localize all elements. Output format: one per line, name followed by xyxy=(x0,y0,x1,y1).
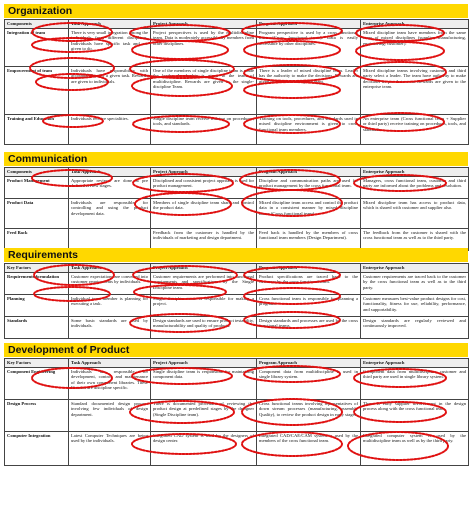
table-row xyxy=(5,199,469,229)
row-label: Component Engineering xyxy=(5,368,69,400)
table-cell: Managers, cross functional team, customer and third party are informed about the problems and resolution. xyxy=(361,177,469,199)
table-cell: The feedback from the customer is shared with the cross functional team as well as to the third party. xyxy=(361,229,469,251)
column-header: Project Approach xyxy=(151,264,257,273)
column-header: Components xyxy=(5,20,69,29)
column-header: Project Approach xyxy=(151,168,257,177)
row-label: Empowerment of team xyxy=(5,67,69,115)
row-label: Training and Education xyxy=(5,115,69,145)
table-cell: Individuals are responsible for controlling and using the product development data. xyxy=(69,199,151,229)
column-header: Key Factors xyxy=(5,264,69,273)
table-cell: Program perspective is used by a cross functional team (Cross functional team). Data is easily accessible by other disciplines. xyxy=(257,29,361,67)
table-cell: Integrated CAD/CAE/CAM system is used by the members of the cross functional team. xyxy=(257,432,361,466)
section-title-requirements: Requirements xyxy=(4,248,468,262)
column-header: Program Approach xyxy=(257,264,361,273)
table-cell: There is early supplier involvement in the design process along with the cross functional team. xyxy=(361,400,469,432)
table-cell: Single discipline team is responsible for maintaining component data. xyxy=(151,368,257,400)
table-cell: There is very small integration among the individuals from different disciplines. Individuals have specific task and are given to do. xyxy=(69,29,151,67)
table-cell: Individuals have responsibility with accountability for a given task. Rewards are given to individuals. xyxy=(69,67,151,115)
table-cell: Disciplined and consistent project approach is used for product management. xyxy=(151,177,257,199)
table-cell: Design standards and processes are used by the cross functional teams. xyxy=(257,317,361,339)
table-cell: Customer expectations are converted into customer requirements by individuals. xyxy=(69,273,151,295)
table-development-of-product xyxy=(4,358,469,466)
table-row xyxy=(5,432,469,466)
table-row xyxy=(5,67,469,115)
table-cell: Customer requirements are performed into functional requirements and specifications by the Single Discipline team. xyxy=(151,273,257,295)
table-row xyxy=(5,368,469,400)
table-row xyxy=(5,295,469,317)
table-cell: Members of single discipline team share and control the product data. xyxy=(151,199,257,229)
column-header: Program Approach xyxy=(257,359,361,368)
row-label: Feed Back xyxy=(5,229,69,251)
table-cell: Single discipline team is responsible for making a project. xyxy=(151,295,257,317)
row-label: Planning xyxy=(5,295,69,317)
column-header: Key Factors xyxy=(5,359,69,368)
table-cell: Latest Computer Techniques are being used by the individuals. xyxy=(69,432,151,466)
table-header-row xyxy=(5,168,469,177)
table-cell: Appropriate reviews are done at pre defined review stages. xyxy=(69,177,151,199)
table-cell: Mixed discipline team has access to product data, which is shared with customer and supplier also. xyxy=(361,199,469,229)
row-label: Design Process xyxy=(5,400,69,432)
column-header: Project Approach xyxy=(151,20,257,29)
table-cell: Design standards are used to ensure product testability, manufacturability and quality of products. xyxy=(151,317,257,339)
table-row xyxy=(5,273,469,295)
column-header: Enterprise Approach xyxy=(361,264,469,273)
row-label: Integration of team xyxy=(5,29,69,67)
table-cell: Feedback from the customer is handled by the individuals of marketing and design department. xyxy=(151,229,257,251)
column-header: Task Approach xyxy=(69,359,151,368)
table-cell: Product specifications are traced back to the customer by the cross functional team. xyxy=(257,273,361,295)
table-cell: Customer requirements are traced back to the customer by the cross functional team as well as to the third party. xyxy=(361,273,469,295)
table-cell: Component data from multidiscipline, customer and third party are used in single library system. xyxy=(361,368,469,400)
column-header: Enterprise Approach xyxy=(361,20,469,29)
table-row xyxy=(5,400,469,432)
table-cell: Single discipline team receive training on procedures, tools, and standards. xyxy=(151,115,257,145)
table-cell: Standard documented design process involving few individuals of design department. xyxy=(69,400,151,432)
table-row xyxy=(5,29,469,67)
table-cell: There is a leader of mixed discipline team. Leader has the authority to make the decisions. Rewards are given to the mixed-discipline team. xyxy=(257,67,361,115)
table-cell: One of the members of single discipline team is made the leader. Leadership is given to the team of multidiscipline. Rewards are given to the single-discipline Team. xyxy=(151,67,257,115)
table-organization xyxy=(4,19,469,145)
row-label: Computer Integration xyxy=(5,432,69,466)
table-cell: Mixed discipline teams involving customer and third party select a leader. The team have authority to make decisions as per their own. Rewards are given to the enterprise team. xyxy=(361,67,469,115)
table-communication xyxy=(4,167,469,251)
table-row xyxy=(5,317,469,339)
column-header: Project Approach xyxy=(151,359,257,368)
table-cell: Customer measures best-value product designs for cost, functionality, fitness for use, reliability, performance, and supportability. xyxy=(361,295,469,317)
table-row xyxy=(5,115,469,145)
table-cell: There is documented procedure of reviewing the product design at predefined stages by the designer (Single Discipline team). xyxy=(151,400,257,432)
table-header-row xyxy=(5,264,469,273)
table-requirements xyxy=(4,263,469,339)
table-cell: Individuals receive specialities. xyxy=(69,115,151,145)
table-cell: Integrated CAD system is used by the designers of design center. xyxy=(151,432,257,466)
table-cell: Some basic standards are used by individuals. xyxy=(69,317,151,339)
column-header: Components xyxy=(5,168,69,177)
column-header: Task Approach xyxy=(69,20,151,29)
table-cell: Feed back is handled by the members of cross functional team members (Design Department). xyxy=(257,229,361,251)
column-header: Enterprise Approach xyxy=(361,168,469,177)
table-cell: Cross functional teams involving representatives of down stream processes (manufacturing, assembly Quality), to review the product design in early stages. xyxy=(257,400,361,432)
row-label: Product Management xyxy=(5,177,69,199)
table-cell: An enterprise team (Cross functional team + Supplier or third party) receive training on procedures, tools, and standards. xyxy=(361,115,469,145)
row-label: Requirements formulation xyxy=(5,273,69,295)
row-label: Standards xyxy=(5,317,69,339)
table-cell: Design standards are regularly reviewed and continuously improved. xyxy=(361,317,469,339)
section-title-organization: Organization xyxy=(4,4,468,18)
row-label: Product Data xyxy=(5,199,69,229)
column-header: Enterprise Approach xyxy=(361,359,469,368)
table-header-row xyxy=(5,20,469,29)
table-cell: Individuals are responsible for development, control, and maintenance of their own component libraries. These libraries are discipline specific. xyxy=(69,368,151,400)
table-cell: Project perspectives is used by the multidiscipline team. Data is moderately accessible by members from other disciplines. xyxy=(151,29,257,67)
table-header-row xyxy=(5,359,469,368)
section-title-development-of-product: Development of Product xyxy=(4,343,468,357)
column-header: Program Approach xyxy=(257,20,361,29)
table-cell: Training on tools, procedures, and standards used in mixed discipline environment is given to cross functional team members. xyxy=(257,115,361,145)
column-header: Program Approach xyxy=(257,168,361,177)
table-cell: Cross functional team is responsible for planning a program. xyxy=(257,295,361,317)
table-cell: Component data from multidiscipline is used in single library system. xyxy=(257,368,361,400)
column-header: Task Approach xyxy=(69,168,151,177)
section-title-communication: Communication xyxy=(4,152,468,166)
table-cell: Individual team member is planning for executing a task. xyxy=(69,295,151,317)
table-cell: Discipline and communication paths are used for product management by the cross functional team. xyxy=(257,177,361,199)
table-cell: Mixed discipline team access and control the product data in a consistent manner by mixed discipline teams (Cross functional team). xyxy=(257,199,361,229)
column-header: Task Approach xyxy=(69,264,151,273)
table-cell: Integrated computer system is used by the multidiscipline team as well as by the third party. xyxy=(361,432,469,466)
table-row xyxy=(5,177,469,199)
table-cell: Mixed discipline team have members from the same team of mixed disciplines (supplier, manufacturing, engineering, customer). xyxy=(361,29,469,67)
